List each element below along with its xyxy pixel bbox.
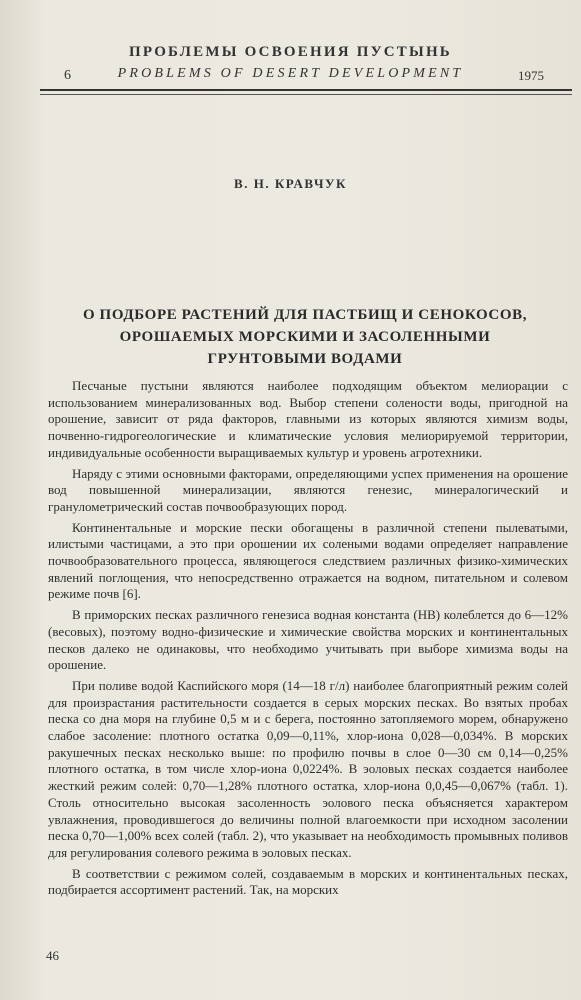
paragraph: В приморских песках различного генезиса водная константа (НВ) колеблется до 6—12% (весовых), поэтому водно-физические и химические свойства морских и континентальных песков далеко не одинаковы, что необходимо учитывать при выборе химизма воды на орошение. [48, 607, 568, 673]
issue-number: 6 [64, 68, 71, 83]
header-rule-thick [40, 89, 572, 91]
paragraph: При поливе водой Каспийского моря (14—18 г/л) наиболее благоприятный режим солей для произрастания растительности создается в серых морских песках. Во взятых пробах песка со дна моря на глубине 0,5 м и с берега, постоянно затопляемого морем, обнаружено слабое засоление: плотного остатка 0,09—0,11%, хлор-иона 0,028—0,034%. В морских ракушечных песках несколько выше: по профилю почвы в слое 0—30 см 0,14—0,25% плотного остатка, в том числе хлор-иона 0,0224%. В эоловых песках создается наиболее жесткий режим солей: 0,70—1,28% плотного остатка, хлор-иона 0,0,45—0,067% (табл. 1). Столь относительно высокая засоленность эолового песка объясняется характером увлажнения, проводившегося до величины полной влагоемкости при исходном засолении песка 0,70—1,00% всех солей (табл. 2), что указывает на необходимость промывных поливов для регулирования солевого режима в эоловых песках. [48, 677, 568, 860]
journal-title-ru: ПРОБЛЕМЫ ОСВОЕНИЯ ПУСТЫНЬ [129, 44, 452, 60]
header-rule-thin [40, 94, 572, 95]
paragraph: Песчаные пустыни являются наиболее подходящим объектом мелиорации с использованием минерализованных вод. Выбор степени солености воды, пригодной на орошение, зависит от ряда факторов, главными из которых являются химизм воды, почвенно-гидрогеологические и климатические условия мелиорируемой территории, индивидуальные особенности выращиваемых культур и уровень агротехники. [48, 378, 568, 460]
page-number: 46 [46, 948, 59, 963]
issue-year: 1975 [518, 68, 544, 83]
article-body [48, 378, 568, 903]
paragraph: Наряду с этими основными факторами, определяющими успех применения на орошение вод повышенной минерализации, являются генезис, минералогический и гранулометрический состав почвообразующих пород. [48, 465, 568, 514]
paragraph: В соответствии с режимом солей, создаваемым в морских и континентальных песках, подбирается ассортимент растений. Так, на морских [48, 865, 568, 898]
article-title: О ПОДБОРЕ РАСТЕНИЙ ДЛЯ ПАСТБИЩ И СЕНОКОСОВ, ОРОШАЕМЫХ МОРСКИМИ И ЗАСОЛЕННЫМИ ГРУНТОВЫМИ ВОДАМИ [82, 307, 528, 367]
article-author: В. Н. КРАВЧУК [234, 176, 347, 191]
paragraph: Континентальные и морские пески обогащены в различной степени пылеватыми, илистыми частицами, а это при орошении их солеными водами определяет направление почвообразовательного процесса, являющегося следствием различных физико-химических явлений поглощения, что непосредственно отражается на водном, питательном и солевом режиме почв [6]. [48, 519, 568, 602]
journal-title-en: PROBLEMS OF DESERT DEVELOPMENT [117, 66, 464, 81]
